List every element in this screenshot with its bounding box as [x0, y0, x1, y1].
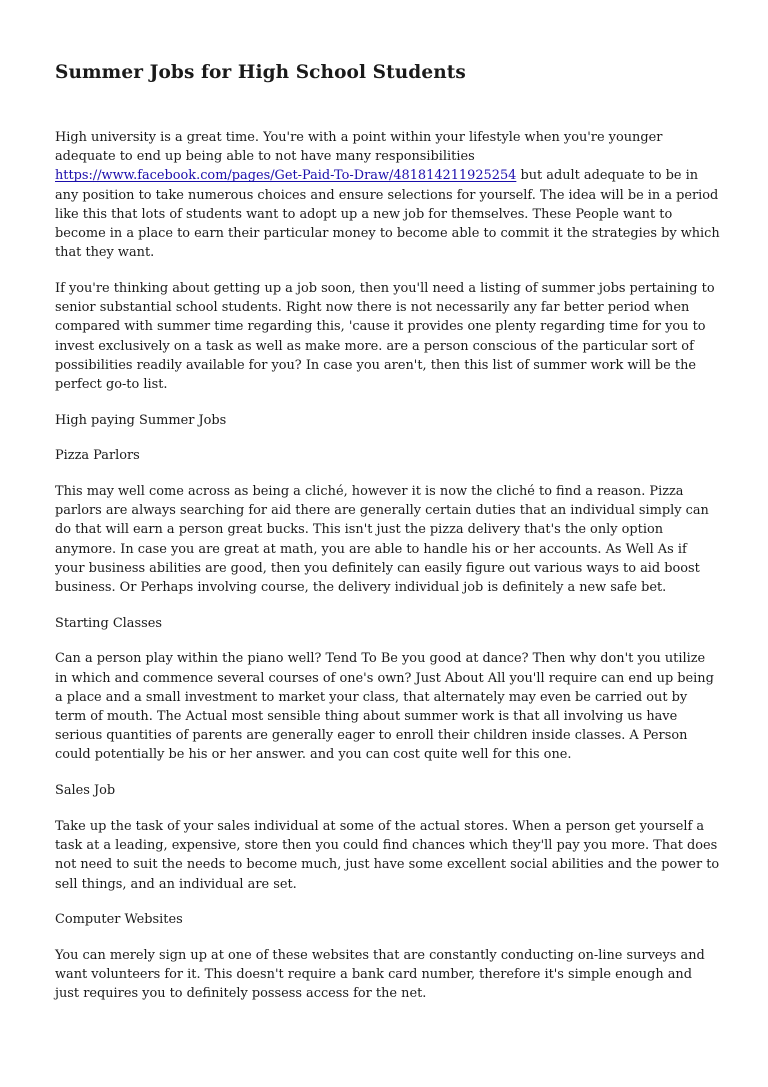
section-heading-starting-classes: Starting Classes — [55, 615, 162, 631]
facebook-page-link[interactable]: https://www.facebook.com/pages/Get-Paid-To-Draw/481814211925254 — [55, 168, 517, 184]
paragraph-pizza-parlors: This may well come across as being a cliché, however it is now the cliché to find a reason. Pizza parlors are always searching for aid there are generally certain duties that an individual simply can do that will earn a person great bucks. This isn't just the pizza delivery that's the only option anymore. In case you are great at math, you are able to handle his or her accounts. As Well As if your business abilities are good, then you definitely can easily figure out various ways to aid boost business. Or Perhaps involving course, the delivery individual job is definitely a new safe bet. — [55, 484, 709, 596]
page-title: Summer Jobs for High School Students — [55, 62, 466, 83]
paragraph-sales-job: Take up the task of your sales individual at some of the actual stores. When a person get yourself a task at a leading, expensive, store then you could find chances which they'll pay you more. That does not need to suit the needs to become much, just have some excellent social abilities and the power to sell things, and an individual are set. — [55, 818, 720, 892]
intro-text-after-link: but adult adequate to be in any position to take numerous choices and ensure selections for yourself. The idea will be in a period like this that lots of students want to adopt up a new job for themselves. These People want to become in a place to earn their particular money to become able to commit it the strategies by which that they want. — [55, 168, 720, 261]
intro-paragraph — [55, 128, 720, 262]
document-page — [55, 58, 720, 1020]
paragraph-starting-classes: Can a person play within the piano well? Tend To Be you good at dance? Then why don't you utilize in which and commence several courses of one's own? Just About All you'll require can end up being a place and a small investment to market your class, that alternately may even be carried out by term of mouth. The Actual most sensible thing about summer work is that all involving us have serious quantities of parents are generally eager to enroll their children inside classes. A Person could potentially be his or her answer. and you can cost quite well for this one. — [55, 651, 714, 763]
intro-text-before-link: High university is a great time. You're with a point within your lifestyle when you're younger adequate to end up being able to not have many responsibilities — [55, 130, 663, 165]
section-heading-high-paying: High paying Summer Jobs — [55, 412, 227, 428]
paragraph-computer-websites: You can merely sign up at one of these websites that are constantly conducting on-line surveys and want volunteers for it. This doesn't require a bank card number, therefore it's simple enough and just requires you to definitely possess access for the net. — [55, 947, 705, 1002]
paragraph-senior-jobs: If you're thinking about getting up a job soon, then you'll need a listing of summer jobs pertaining to senior substantial school students. Right now there is not necessarily any far better period when compared with summer time regarding this, 'cause it provides one plenty regarding time for you to invest exclusively on a task as well as make more. are a person conscious of the particular sort of possibilities readily available for you? In case you aren't, then this list of summer work will be the perfect go-to list. — [55, 280, 715, 392]
section-heading-sales-job: Sales Job — [55, 783, 116, 799]
section-heading-pizza-parlors: Pizza Parlors — [55, 448, 140, 464]
section-heading-computer-websites: Computer Websites — [55, 912, 183, 928]
